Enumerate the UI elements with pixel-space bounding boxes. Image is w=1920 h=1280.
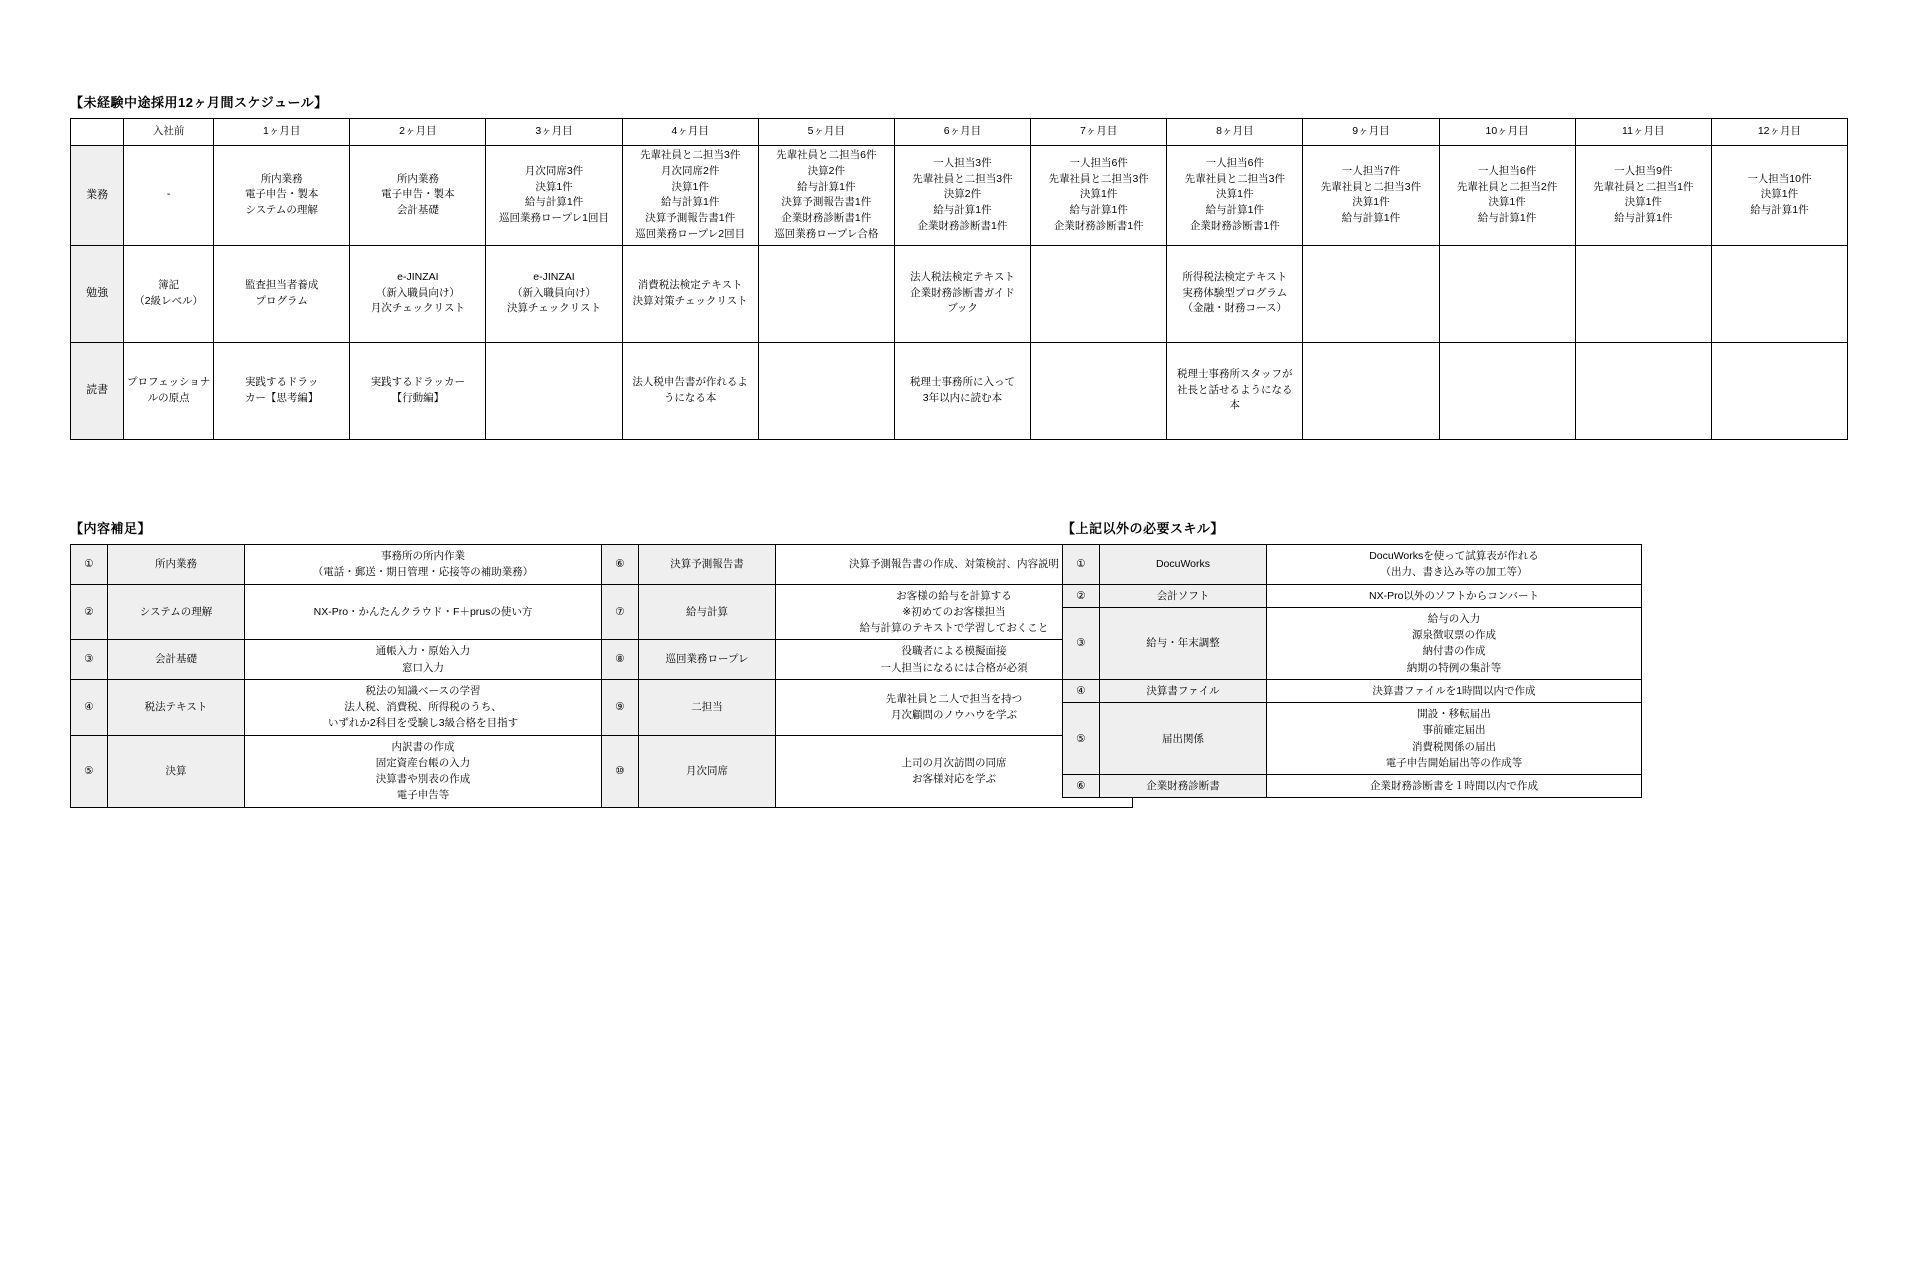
- supplement-number: ③: [71, 640, 108, 680]
- table-row: [1063, 679, 1642, 702]
- table-row: [1063, 703, 1642, 775]
- schedule-cell: 実践するドラッカー 【行動編】: [350, 342, 486, 439]
- schedule-cell: 簿記 （2級レベル）: [124, 245, 214, 342]
- supplement-desc: 決算予測報告書の作成、対策検討、内容説明: [776, 545, 1133, 585]
- skill-desc: 決算書ファイルを1時間以内で作成: [1267, 679, 1642, 702]
- skill-number: ③: [1063, 607, 1100, 679]
- table-row: [71, 584, 1133, 640]
- skill-label: DocuWorks: [1100, 545, 1267, 585]
- schedule-col-5: 4ヶ月目: [622, 119, 758, 146]
- supplement-label: 決算予測報告書: [639, 545, 776, 585]
- schedule-title: 【未経験中途採用12ヶ月間スケジュール】: [70, 95, 328, 110]
- supplement-number: ⑦: [602, 584, 639, 640]
- schedule-cell: 税理士事務所に入って 3年以内に読む本: [894, 342, 1030, 439]
- schedule-cell: 消費税法検定テキスト 決算対策チェックリスト: [622, 245, 758, 342]
- schedule-cell: 先輩社員と二担当6件 決算2件 給与計算1件 決算予測報告書1件 企業財務診断書1件 巡回業務ロープレ合格: [758, 146, 894, 246]
- supplement-desc: 通帳入力・原始入力 窓口入力: [245, 640, 602, 680]
- supplement-desc: 上司の月次訪問の同席 お客様対応を学ぶ: [776, 735, 1133, 807]
- skill-number: ⑤: [1063, 703, 1100, 775]
- schedule-col-6: 5ヶ月目: [758, 119, 894, 146]
- supplement-section: [70, 518, 1090, 808]
- table-row: [1063, 584, 1642, 607]
- schedule-cell: -: [124, 146, 214, 246]
- table-row: [71, 342, 1848, 439]
- schedule-table: [70, 118, 1848, 440]
- skill-desc: DocuWorksを使って試算表が作れる （出力、書き込み等の加工等）: [1267, 545, 1642, 585]
- schedule-cell: 一人担当6件 先輩社員と二担当3件 決算1件 給与計算1件 企業財務診断書1件: [1167, 146, 1303, 246]
- skill-desc: 開設・移転届出 事前確定届出 消費税関係の届出 電子申告開始届出等の作成等: [1267, 703, 1642, 775]
- schedule-col-3: 2ヶ月目: [350, 119, 486, 146]
- schedule-cell: 所得税法検定テキスト 実務体験型プログラム （金融・財務コース）: [1167, 245, 1303, 342]
- schedule-col-9: 8ヶ月目: [1167, 119, 1303, 146]
- table-row: [71, 545, 1133, 585]
- schedule-col-11: 10ヶ月目: [1439, 119, 1575, 146]
- skill-number: ②: [1063, 584, 1100, 607]
- supplement-desc: 税法の知識ベースの学習 法人税、消費税、所得税のうち、 いずれか2科目を受験し3級合格を目指す: [245, 679, 602, 735]
- schedule-cell: プロフェッショナ ルの原点: [124, 342, 214, 439]
- skill-number: ①: [1063, 545, 1100, 585]
- supplement-label: システムの理解: [108, 584, 245, 640]
- schedule-col-0: [71, 119, 124, 146]
- skills-title: 【上記以外の必要スキル】: [1062, 521, 1224, 536]
- table-row: [71, 735, 1133, 807]
- table-row: [1063, 607, 1642, 679]
- skills-section: [1062, 518, 1642, 798]
- schedule-cell: [486, 342, 622, 439]
- schedule-cell: e-JINZAI （新入職員向け） 決算チェックリスト: [486, 245, 622, 342]
- schedule-cell: e-JINZAI （新入職員向け） 月次チェックリスト: [350, 245, 486, 342]
- skill-desc: NX-Pro以外のソフトからコンバート: [1267, 584, 1642, 607]
- skill-label: 企業財務診断書: [1100, 775, 1267, 798]
- supplement-label: 決算: [108, 735, 245, 807]
- skill-desc: 給与の入力 源泉徴収票の作成 納付書の作成 納期の特例の集計等: [1267, 607, 1642, 679]
- schedule-col-13: 12ヶ月目: [1711, 119, 1847, 146]
- supplement-number: ④: [71, 679, 108, 735]
- schedule-cell: 月次同席3件 決算1件 給与計算1件 巡回業務ロープレ1回目: [486, 146, 622, 246]
- schedule-cell: 所内業務 電子申告・製本 会計基礎: [350, 146, 486, 246]
- table-row: [71, 679, 1133, 735]
- supplement-desc: 事務所の所内作業 （電話・郵送・期日管理・応接等の補助業務）: [245, 545, 602, 585]
- supplement-table: [70, 544, 1133, 808]
- skill-label: 会計ソフト: [1100, 584, 1267, 607]
- schedule-cell: 一人担当6件 先輩社員と二担当3件 決算1件 給与計算1件 企業財務診断書1件: [1031, 146, 1167, 246]
- schedule-cell: [1711, 245, 1847, 342]
- schedule-cell: 一人担当9件 先輩社員と二担当1件 決算1件 給与計算1件: [1575, 146, 1711, 246]
- skill-number: ⑥: [1063, 775, 1100, 798]
- schedule-col-8: 7ヶ月目: [1031, 119, 1167, 146]
- schedule-col-12: 11ヶ月目: [1575, 119, 1711, 146]
- schedule-cell: 先輩社員と二担当3件 月次同席2件 決算1件 給与計算1件 決算予測報告書1件 巡回業務ロープレ2回目: [622, 146, 758, 246]
- schedule-cell: [758, 245, 894, 342]
- schedule-row-label: 読書: [71, 342, 124, 439]
- supplement-number: ②: [71, 584, 108, 640]
- schedule-col-1: 入社前: [124, 119, 214, 146]
- supplement-desc: NX-Pro・かんたんクラウド・F＋prusの使い方: [245, 584, 602, 640]
- supplement-label: 二担当: [639, 679, 776, 735]
- schedule-header-row: [71, 119, 1848, 146]
- supplement-label: 巡回業務ロープレ: [639, 640, 776, 680]
- schedule-cell: 一人担当10件 決算1件 給与計算1件: [1711, 146, 1847, 246]
- schedule-cell: 所内業務 電子申告・製本 システムの理解: [214, 146, 350, 246]
- schedule-cell: 一人担当7件 先輩社員と二担当3件 決算1件 給与計算1件: [1303, 146, 1439, 246]
- supplement-desc: お客様の給与を計算する ※初めてのお客様担当 給与計算のテキストで学習しておくこと: [776, 584, 1133, 640]
- schedule-cell: 法人税申告書が作れるよ うになる本: [622, 342, 758, 439]
- schedule-cell: 監査担当者養成 プログラム: [214, 245, 350, 342]
- schedule-cell: 税理士事務所スタッフが 社長と話せるようになる 本: [1167, 342, 1303, 439]
- schedule-cell: 一人担当6件 先輩社員と二担当2件 決算1件 給与計算1件: [1439, 146, 1575, 246]
- table-row: [71, 245, 1848, 342]
- skill-number: ④: [1063, 679, 1100, 702]
- schedule-col-7: 6ヶ月目: [894, 119, 1030, 146]
- supplement-desc: 役職者による模擬面接 一人担当になるには合格が必須: [776, 640, 1133, 680]
- table-row: [71, 146, 1848, 246]
- schedule-cell: [1439, 245, 1575, 342]
- schedule-cell: [1575, 342, 1711, 439]
- skill-desc: 企業財務診断書を１時間以内で作成: [1267, 775, 1642, 798]
- supplement-label: 給与計算: [639, 584, 776, 640]
- supplement-number: ⑨: [602, 679, 639, 735]
- supplement-desc: 先輩社員と二人で担当を持つ 月次顧問のノウハウを学ぶ: [776, 679, 1133, 735]
- supplement-title: 【内容補足】: [70, 521, 152, 536]
- table-row: [1063, 775, 1642, 798]
- schedule-cell: [1439, 342, 1575, 439]
- supplement-number: ⑤: [71, 735, 108, 807]
- table-row: [1063, 545, 1642, 585]
- supplement-label: 会計基礎: [108, 640, 245, 680]
- schedule-row-label: 勉強: [71, 245, 124, 342]
- schedule-col-4: 3ヶ月目: [486, 119, 622, 146]
- schedule-cell: 法人税法検定テキスト 企業財務診断書ガイド ブック: [894, 245, 1030, 342]
- schedule-cell: [758, 342, 894, 439]
- supplement-number: ①: [71, 545, 108, 585]
- supplement-label: 月次同席: [639, 735, 776, 807]
- supplement-number: ⑥: [602, 545, 639, 585]
- table-row: [71, 640, 1133, 680]
- supplement-number: ⑧: [602, 640, 639, 680]
- schedule-row-label: 業務: [71, 146, 124, 246]
- schedule-cell: [1575, 245, 1711, 342]
- schedule-col-10: 9ヶ月目: [1303, 119, 1439, 146]
- schedule-col-2: 1ヶ月目: [214, 119, 350, 146]
- schedule-cell: [1303, 342, 1439, 439]
- skill-label: 届出関係: [1100, 703, 1267, 775]
- supplement-label: 所内業務: [108, 545, 245, 585]
- supplement-number: ⑩: [602, 735, 639, 807]
- schedule-cell: 実践するドラッ カー【思考編】: [214, 342, 350, 439]
- schedule-cell: 一人担当3件 先輩社員と二担当3件 決算2件 給与計算1件 企業財務診断書1件: [894, 146, 1030, 246]
- schedule-cell: [1303, 245, 1439, 342]
- skills-table: [1062, 544, 1642, 798]
- supplement-label: 税法テキスト: [108, 679, 245, 735]
- supplement-desc: 内訳書の作成 固定資産台帳の入力 決算書や別表の作成 電子申告等: [245, 735, 602, 807]
- skill-label: 決算書ファイル: [1100, 679, 1267, 702]
- schedule-cell: [1031, 342, 1167, 439]
- schedule-section: [70, 92, 1848, 440]
- skill-label: 給与・年末調整: [1100, 607, 1267, 679]
- schedule-cell: [1031, 245, 1167, 342]
- schedule-cell: [1711, 342, 1847, 439]
